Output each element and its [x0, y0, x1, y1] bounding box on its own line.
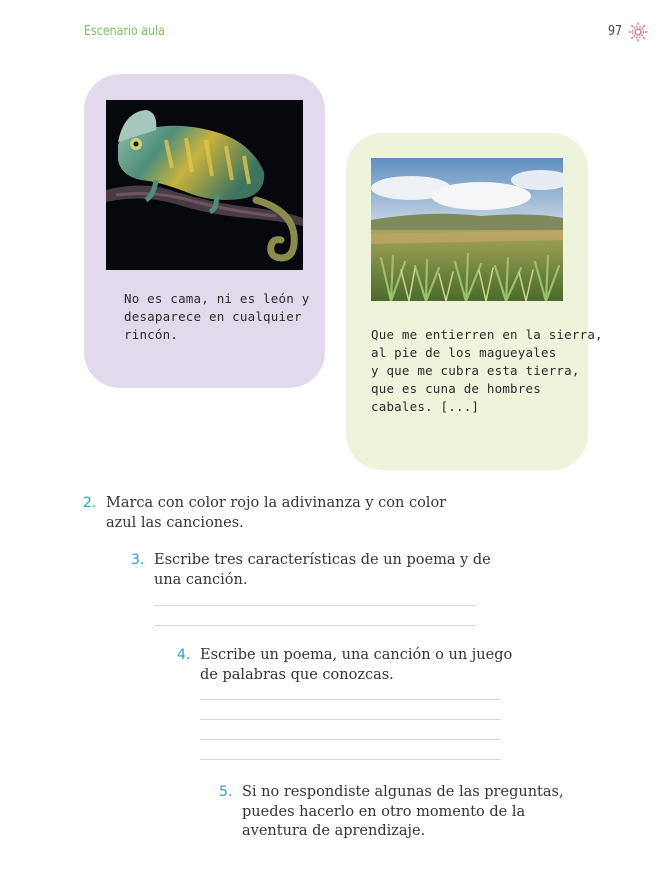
section-title: Escenario aula [84, 24, 165, 39]
question-number: 4. [177, 647, 191, 663]
song-line: Que me entierren en la sierra, [371, 327, 603, 342]
agave-field-landscape-photo [371, 158, 563, 301]
question-text: de palabras que conozcas. [200, 666, 394, 683]
question-text: una canción. [154, 571, 248, 588]
answer-line[interactable] [200, 719, 501, 720]
song-line: que es cuna de hombres [371, 381, 541, 396]
question-3 [131, 551, 491, 590]
answer-line[interactable] [200, 759, 501, 760]
question-text: Escribe tres características de un poema y de [154, 552, 491, 568]
song-line: al pie de los magueyales [371, 345, 557, 360]
question-number: 3. [131, 552, 145, 568]
answer-line[interactable] [154, 605, 476, 606]
song-line: y que me cubra esta tierra, [371, 363, 580, 378]
answer-line[interactable] [200, 699, 501, 700]
answer-line[interactable] [200, 739, 501, 740]
chameleon-photo [106, 100, 303, 270]
question-5 [219, 783, 564, 842]
riddle-line: No es cama, ni es león y [124, 291, 310, 306]
song-line: cabales. [...] [371, 399, 480, 414]
answer-line[interactable] [154, 625, 476, 626]
question-number: 5. [219, 784, 233, 800]
question-text: azul las canciones. [106, 514, 244, 531]
question-2 [83, 494, 447, 533]
question-text: aventura de aprendizaje. [242, 823, 426, 839]
riddle-text [124, 290, 314, 344]
question-text: Marca con color rojo la adivinanza y con color [106, 495, 447, 511]
question-text: Si no respondiste algunas de las preguntas, [242, 784, 564, 800]
page-number: 97 [608, 24, 623, 39]
question-text: Escribe un poema, una canción o un juego [200, 647, 513, 663]
sun-burst-icon [628, 22, 648, 42]
song-text [371, 326, 603, 416]
question-text: puedes hacerlo en otro momento de la [242, 803, 526, 820]
question-number: 2. [83, 495, 97, 511]
riddle-line: desaparece en cualquier [124, 309, 302, 324]
riddle-line: rincón. [124, 327, 179, 342]
question-4 [177, 646, 513, 685]
